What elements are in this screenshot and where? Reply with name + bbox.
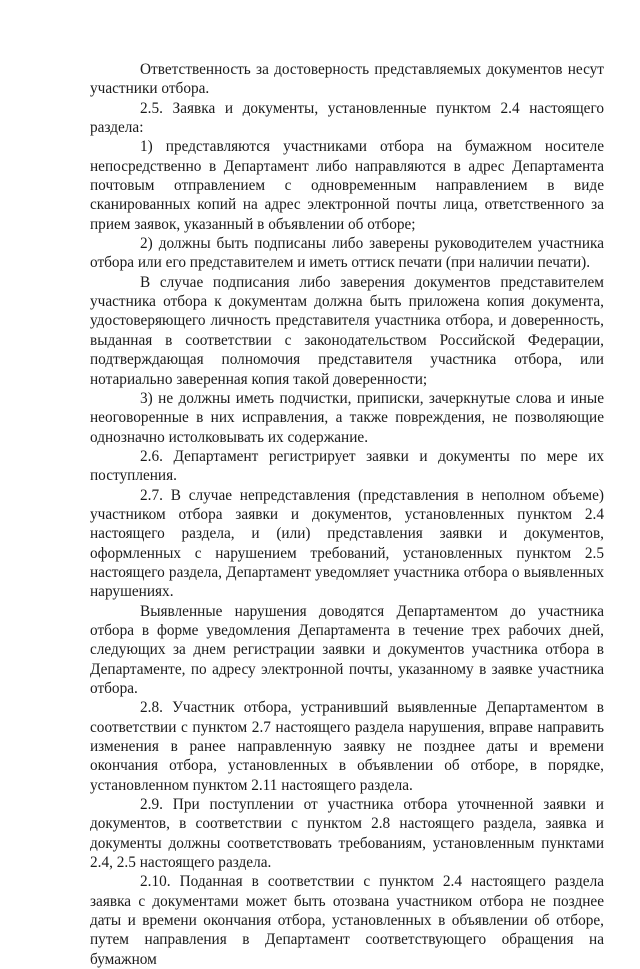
paragraph-responsibility: Ответственность за достоверность представляемых документов несут участники отбора.	[90, 61, 604, 98]
paragraph-2-5: 2.5. Заявка и документы, установленные пунктом 2.4 настоящего раздела:	[90, 99, 604, 137]
paragraph-2-8: 2.8. Участник отбора, устранивший выявленные Департаментом в соответствии с пунктом 2.7 настоящего раздела нарушения, вправе направить изменения в ранее направленную заявку не позднее даты и времени окончания отбора, установленных в объявлении об отборе, в порядке, установленном пунктом 2.11 настоящего раздела.	[90, 699, 604, 794]
paragraph-2-6: 2.6. Департамент регистрирует заявки и документы по мере их поступления.	[90, 447, 604, 485]
paragraph-violations-notice: Выявленные нарушения доводятся Департаментом до участника отбора в форме уведомления Департамента в течение трех рабочих дней, следующих за днем регистрации заявки и документов участника отбора в Департаменте, по адресу электронной почты, указанному в заявке участника отбора.	[90, 602, 604, 697]
paragraph-2-5-item-2: 2) должны быть подписаны либо заверены руководителем участника отбора или его представителем и иметь оттиск печати (при наличии печати).	[90, 235, 604, 272]
paragraph-2-5-item-3: 3) не должны иметь подчистки, приписки, зачеркнутые слова и иные неоговоренные в них исправления, а также повреждения, не позволяющие однозначно истолковывать их содержание.	[90, 389, 604, 446]
paragraph-representative: В случае подписания либо заверения документов представителем участника отбора к документам должна быть приложена копия документа, удостоверяющего личность представителя участника отбора, и доверенность, выданная в соответствии с законодательством Российской Федерации, подтверждающая полномочия представителя участника отбора, или нотариально заверенная копия такой доверенности;	[90, 273, 604, 388]
paragraph-2-7: 2.7. В случае непредставления (представления в неполном объеме) участником отбора заявки и документов, установленных пунктом 2.4 настоящего раздела, и (или) представления заявки и документов, оформленных с нарушением требований, установленных пунктом 2.5 настоящего раздела, Департамент уведомляет участника отбора о выявленных нарушениях.	[90, 486, 604, 601]
paragraph-2-5-item-1: 1) представляются участниками отбора на бумажном носителе непосредственно в Департамент либо направляются в адрес Департамента почтовым отправлением с одновременным направлением в виде сканированных копий на адрес электронной почты лица, ответственного за прием заявок, указанный в объявлении об отборе;	[90, 138, 604, 233]
paragraph-2-10: 2.10. Поданная в соответствии с пунктом 2.4 настоящего раздела заявка с документами может быть отозвана участником отбора не позднее даты и времени окончания отбора, установленных в объявлении об отборе, путем направления в Департамент соответствующего обращения на бумажном	[90, 873, 604, 968]
document-body	[90, 60, 604, 969]
paragraph-2-9: 2.9. При поступлении от участника отбора уточненной заявки и документов, в соответствии с пунктом 2.8 настоящего раздела, заявка и документы должны соответствовать требованиям, установленным пунктами 2.4, 2.5 настоящего раздела.	[90, 796, 604, 872]
